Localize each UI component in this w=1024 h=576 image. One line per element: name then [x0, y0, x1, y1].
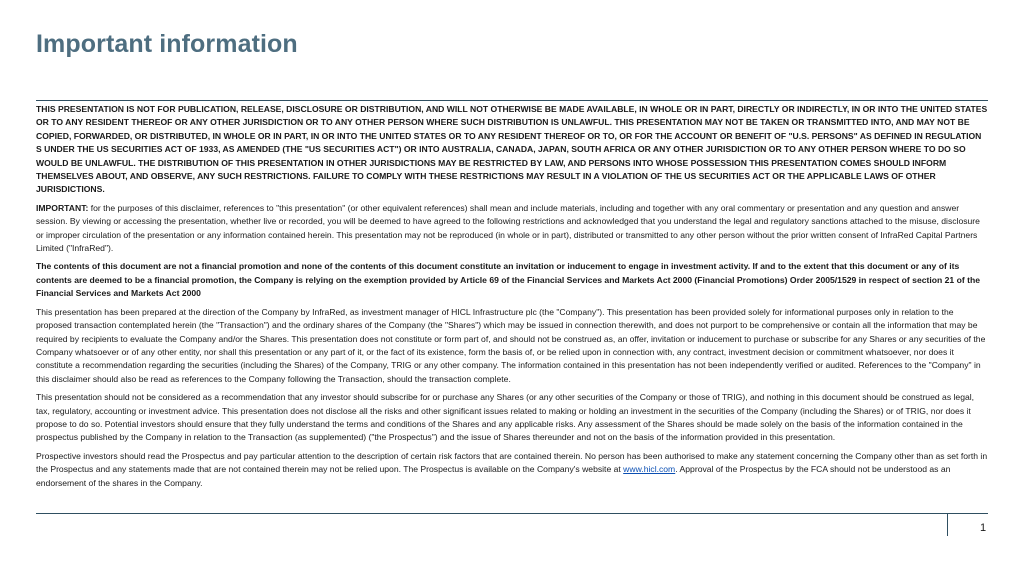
important-paragraph [36, 202, 988, 256]
recommendation-paragraph: This presentation should not be considered as a recommendation that any investor should subscribe for or purchase any Shares (or any other securities of the Company or those of TRIG), and nothing in this document should be construed as legal, tax, regulatory, accounting or investment advice. This presentation does not disclose all the risks and other significant issues related to making or holding an investment in the securities of the Company (including the Shares) or of TRIG, nor does it propose to do so. Potential investors should ensure that they fully understand the terms and conditions of the Shares and any applicable risks. Any assessment of the Shares should be made solely on the basis of the information contained in the prospectus published by the Company in relation to the Transaction (as supplemented) ("the Prospectus") and the issue of Shares thereunder and not on the basis of the information provided in this presentation. [36, 392, 975, 443]
prospective-paragraph [36, 450, 988, 490]
header-divider [36, 100, 988, 101]
prospective-text-after: . Approval of the Prospectus by the FCA should not be understood as an endorsement of the shares in the Company. [36, 464, 951, 488]
prepared-paragraph: This presentation has been prepared at the direction of the Company by InfraRed, as investment manager of HICL Infrastructure plc (the "Company"). This presentation has been provided solely for informational purposes only in relation to the proposed transaction contemplated herein (the "Transaction") and the ordinary shares of the Company (the "Shares") which may be issued in connection therewith, and does not purport to be comprehensive or contain all the information that may be required by recipients to evaluate the Company and/or the Shares. This presentation does not constitute or form part of, and should not be construed as, an offer, invitation or inducement to purchase or subscribe for any Shares or any securities of the Company whatsoever or of any other entity, nor shall this presentation or any part of it, or the fact of its existence, form the basis of, or be relied upon in connection with, any contract, investment decision or commitment whatsoever, nor does it constitute a recommendation regarding the securities (including the Shares) of the Company, TRIG or any other company. The information contained in this presentation has not been independently verified or audited. References to the "Company" in this disclaimer should also be read as references to the Company following the Transaction, should the transaction complete. [36, 306, 986, 384]
important-label: IMPORTANT: [36, 202, 89, 213]
prospective-text-before: Prospective investors should read the Prospectus and pay particular attention to the description of certain risk factors that are contained therein. No person has been authorised to make any statement concerning the Company other than as set forth in the Prospectus and any statements made that are not contained therein may not be relied upon. The Prospectus is available on the Company's website at [36, 450, 988, 475]
disclaimer-body [36, 103, 988, 495]
important-text: for the purposes of this disclaimer, references to "this presentation" (or other equivalent references) shall mean and include materials, including and together with any oral commentary or presentation and any question and answer session. By viewing or accessing the presentation, whether live or recorded, you will be deemed to have agreed to the following restrictions and acknowledged that you understand the legal and regulatory sanctions attached to the misuse, disclosure or improper circulation of the presentation or any information contained herein. This presentation may not be reproduced (in whole or in part), distributed or transmitted to any other person without the prior written consent of InfraRed Capital Partners Limited ("InfraRed"). [36, 202, 980, 254]
page-number: 1 [980, 522, 987, 534]
restriction-notice: THIS PRESENTATION IS NOT FOR PUBLICATION, RELEASE, DISCLOSURE OR DISTRIBUTION, AND WILL NOT OTHERWISE BE MADE AVAILABLE, IN WHOLE OR IN PART, DIRECTLY OR INDIRECTLY, IN OR INTO THE UNITED STATES OR TO ANY RESIDENT THEREOF OR ANY OTHER JURISDICTION OR TO ANY OTHER PERSON WHERE SUCH DISTRIBUTION IS UNLAWFUL. THIS PRESENTATION MAY NOT BE TAKEN OR TRANSMITTED INTO, AND MAY NOT BE COPIED, FORWARDED, OR DISTRIBUTED, IN WHOLE OR IN PART, IN OR INTO THE UNITED STATES OR TO ANY RESIDENT THEREOF OR TO, OR FOR THE ACCOUNT OR BENEFIT OF "U.S. PERSONS" AS DEFINED IN REGULATION S UNDER THE US SECURITIES ACT OF 1933, AS AMENDED (THE "US SECURITIES ACT") OR INTO AUSTRALIA, CANADA, JAPAN, SOUTH AFRICA OR ANY OTHER JURISDICTION OR TO ANY OTHER PERSON WHERE TO DO SO WOULD BE UNLAWFUL. THE DISTRIBUTION OF THIS PRESENTATION IN OTHER JURISDICTIONS MAY BE RESTRICTED BY LAW, AND PERSONS INTO WHOSE POSSESSION THIS PRESENTATION COMES SHOULD INFORM THEMSELVES ABOUT, AND OBSERVE, ANY SUCH RESTRICTIONS. FAILURE TO COMPLY WITH THESE RESTRICTIONS MAY RESULT IN A VIOLATION OF THE US SECURITIES ACT OR THE APPLICABLE LAWS OF OTHER JURISDICTIONS. [36, 104, 988, 195]
page-title: Important information [36, 30, 298, 58]
financial-promotion-paragraph: The contents of this document are not a financial promotion and none of the contents of this document constitute an invitation or inducement to engage in investment activity. If and to the extent that this document or any of its contents are deemed to be a financial promotion, the Company is relying on the exemption provided by Article 69 of the Financial Services and Markets Act 2000 (Financial Promotions) Order 2005/1529 in respect of section 21 of the Financial Services and Markets Act 2000 [36, 261, 980, 299]
page-number-divider [947, 514, 948, 536]
company-website-link[interactable]: www.hicl.com [623, 464, 676, 475]
footer-divider [36, 513, 988, 514]
